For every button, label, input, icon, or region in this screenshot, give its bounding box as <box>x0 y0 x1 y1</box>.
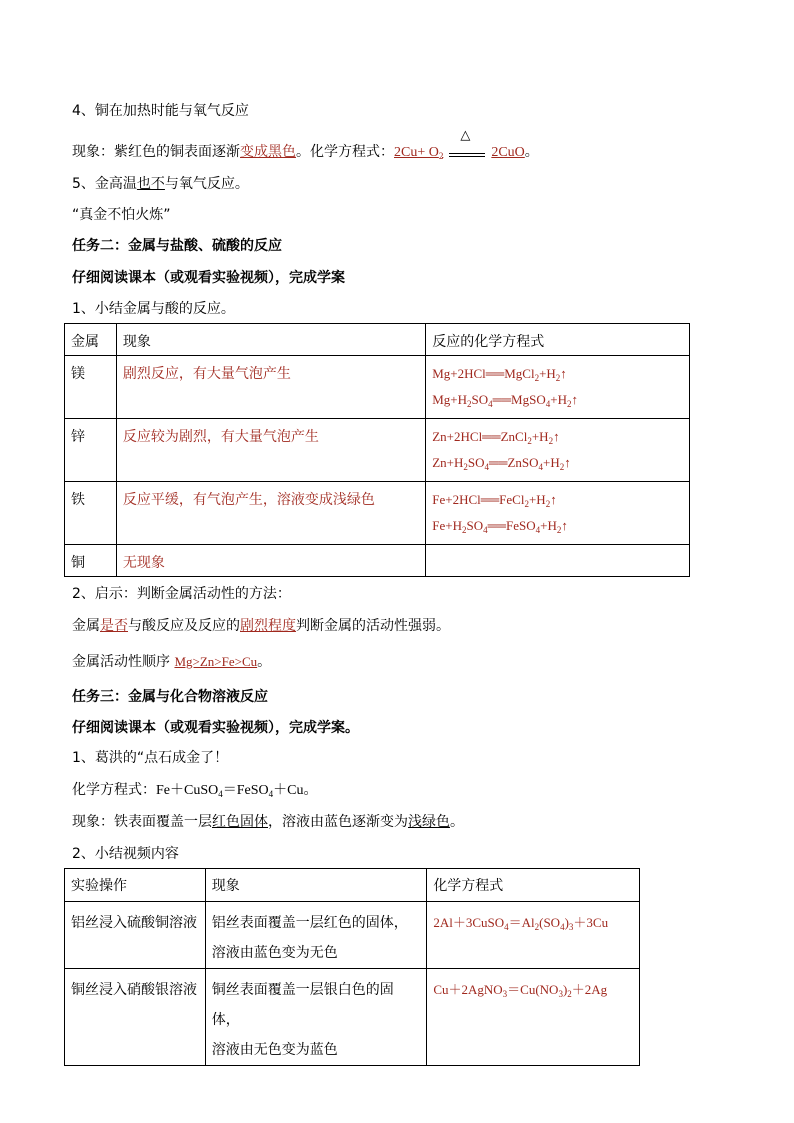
operation-cell: 铝丝浸入硫酸铜溶液 <box>65 902 206 969</box>
equation-cell <box>426 419 690 482</box>
phenomenon-cell: 无现象 <box>116 545 425 577</box>
header-operation: 实验操作 <box>65 869 206 902</box>
equation-hcl: $Fe+2HCl══FeCl_2+H_2↑$ <box>432 492 557 509</box>
heat-condition <box>447 128 487 162</box>
phenomenon-cell: 反应较为剧烈，有大量气泡产生 <box>116 419 425 482</box>
task2-item1: 1、小结金属与酸的反应。 <box>72 301 235 317</box>
aluminum-equation: $2Al+3CuSO_4=Al_2(SO_4)_3+3Cu$ <box>433 915 609 932</box>
table-row <box>65 969 640 1066</box>
heat-symbol: △ <box>460 128 471 143</box>
task2-title: 任务二：金属与盐酸、硫酸的反应 <box>72 238 282 254</box>
header-equation: 反应的化学方程式 <box>426 324 690 356</box>
task3-phenomenon: 现象：铁表面覆盖一层红色固体，溶液由蓝色逐渐变为浅绿色。 <box>72 814 464 830</box>
iron-copper-equation: Fe＋CuSO$_4$＝FeSO$_4$＋Cu <box>156 783 304 799</box>
task3-subtitle: 仔细阅读课本（或观看实验视频），完成学案。 <box>72 720 359 736</box>
phenomenon-cell: 反应平缓，有气泡产生，溶液变成浅绿色 <box>116 482 425 545</box>
table-row <box>65 482 690 545</box>
section-4-phenomenon <box>72 128 539 163</box>
header-phenomenon: 现象 <box>205 869 427 902</box>
metal-cell: 镁 <box>65 356 117 419</box>
task2-item2: 2、启示：判断金属活动性的方法： <box>72 586 291 602</box>
table-row <box>65 545 690 577</box>
metal-cell: 铜 <box>65 545 117 577</box>
equation-cell <box>426 356 690 419</box>
operation-cell: 铜丝浸入硝酸银溶液 <box>65 969 206 1066</box>
phenomenon-answer-1: 红色固体 <box>212 814 268 830</box>
equation-hcl: $Zn+2HCl══ZnCl_2+H_2↑$ <box>432 429 560 446</box>
equation-cell <box>427 902 640 969</box>
metal-acid-table <box>64 323 690 577</box>
copper-equation: $Cu+2AgNO_3=Cu(NO_3)_2+2Ag$ <box>433 982 608 999</box>
section-4-title: 4、铜在加热时能与氧气反应 <box>72 103 249 119</box>
phenomenon-mid: 。化学方程式： <box>296 144 394 160</box>
equation-lhs: $2Cu+ O_2$ <box>394 145 444 161</box>
metal-cell: 锌 <box>65 419 117 482</box>
method-answer-2: 剧烈程度 <box>240 618 296 634</box>
phenomenon-answer-2: 浅绿色 <box>408 814 450 830</box>
task2-subtitle: 仔细阅读课本（或观看实验视频），完成学案 <box>72 270 345 286</box>
header-metal: 金属 <box>65 324 117 356</box>
task3-item1: 1、葛洪的“点石成金了！ <box>72 750 229 766</box>
task3-item2: 2、小结视频内容 <box>72 846 179 862</box>
equation-cell <box>427 969 640 1066</box>
equation-end: 。 <box>524 144 539 160</box>
equation-cell <box>426 482 690 545</box>
section-5: 5、金高温也不与氧气反应。 <box>72 176 249 192</box>
proverb-quote: “真金不怕火炼” <box>72 207 171 223</box>
phenomenon-cell: 铜丝表面覆盖一层银白色的固体， 溶液由无色变为蓝色 <box>205 969 427 1066</box>
activity-method: 金属是否与酸反应及反应的剧烈程度判断金属的活动性强弱。 <box>72 618 450 634</box>
activity-order-answer: Mg>Zn>Fe>Cu <box>174 654 258 669</box>
metal-cell: 铁 <box>65 482 117 545</box>
method-answer-1: 是否 <box>100 618 128 634</box>
task3-equation: 化学方程式：Fe＋CuSO$_4$＝FeSO$_4$＋Cu。 <box>72 782 318 799</box>
equation-rhs: 2CuO <box>491 145 525 160</box>
equation-h2so4: $Mg+H_2SO_4══MgSO_4+H_2↑$ <box>432 392 578 409</box>
equation-h2so4: $Zn+H_2SO_4══ZnSO_4+H_2↑$ <box>432 455 571 472</box>
table-header-row <box>65 324 690 356</box>
equation-hcl: $Mg+2HCl══MgCl_2+H_2↑$ <box>432 366 567 383</box>
phenomenon-prefix: 现象：紫红色的铜表面逐渐 <box>72 144 240 160</box>
header-phenomenon: 现象 <box>116 324 425 356</box>
phenomenon-cell: 剧烈反应，有大量气泡产生 <box>116 356 425 419</box>
equation-cell <box>426 545 690 577</box>
activity-order: 金属活动性顺序 Mg>Zn>Fe>Cu。 <box>72 654 272 670</box>
section-5-underlined: 也不 <box>136 176 165 192</box>
table-row <box>65 356 690 419</box>
equation-h2so4: $Fe+H_2SO_4══FeSO_4+H_2↑$ <box>432 518 568 535</box>
table-row <box>65 902 640 969</box>
table-row <box>65 419 690 482</box>
phenomenon-cell: 铝丝表面覆盖一层红色的固体， 溶液由蓝色变为无色 <box>205 902 427 969</box>
header-equation: 化学方程式 <box>427 869 640 902</box>
task3-title: 任务三：金属与化合物溶液反应 <box>72 689 268 705</box>
table-header-row <box>65 869 640 902</box>
phenomenon-answer: 变成黑色 <box>240 144 296 160</box>
video-summary-table <box>64 868 640 1066</box>
